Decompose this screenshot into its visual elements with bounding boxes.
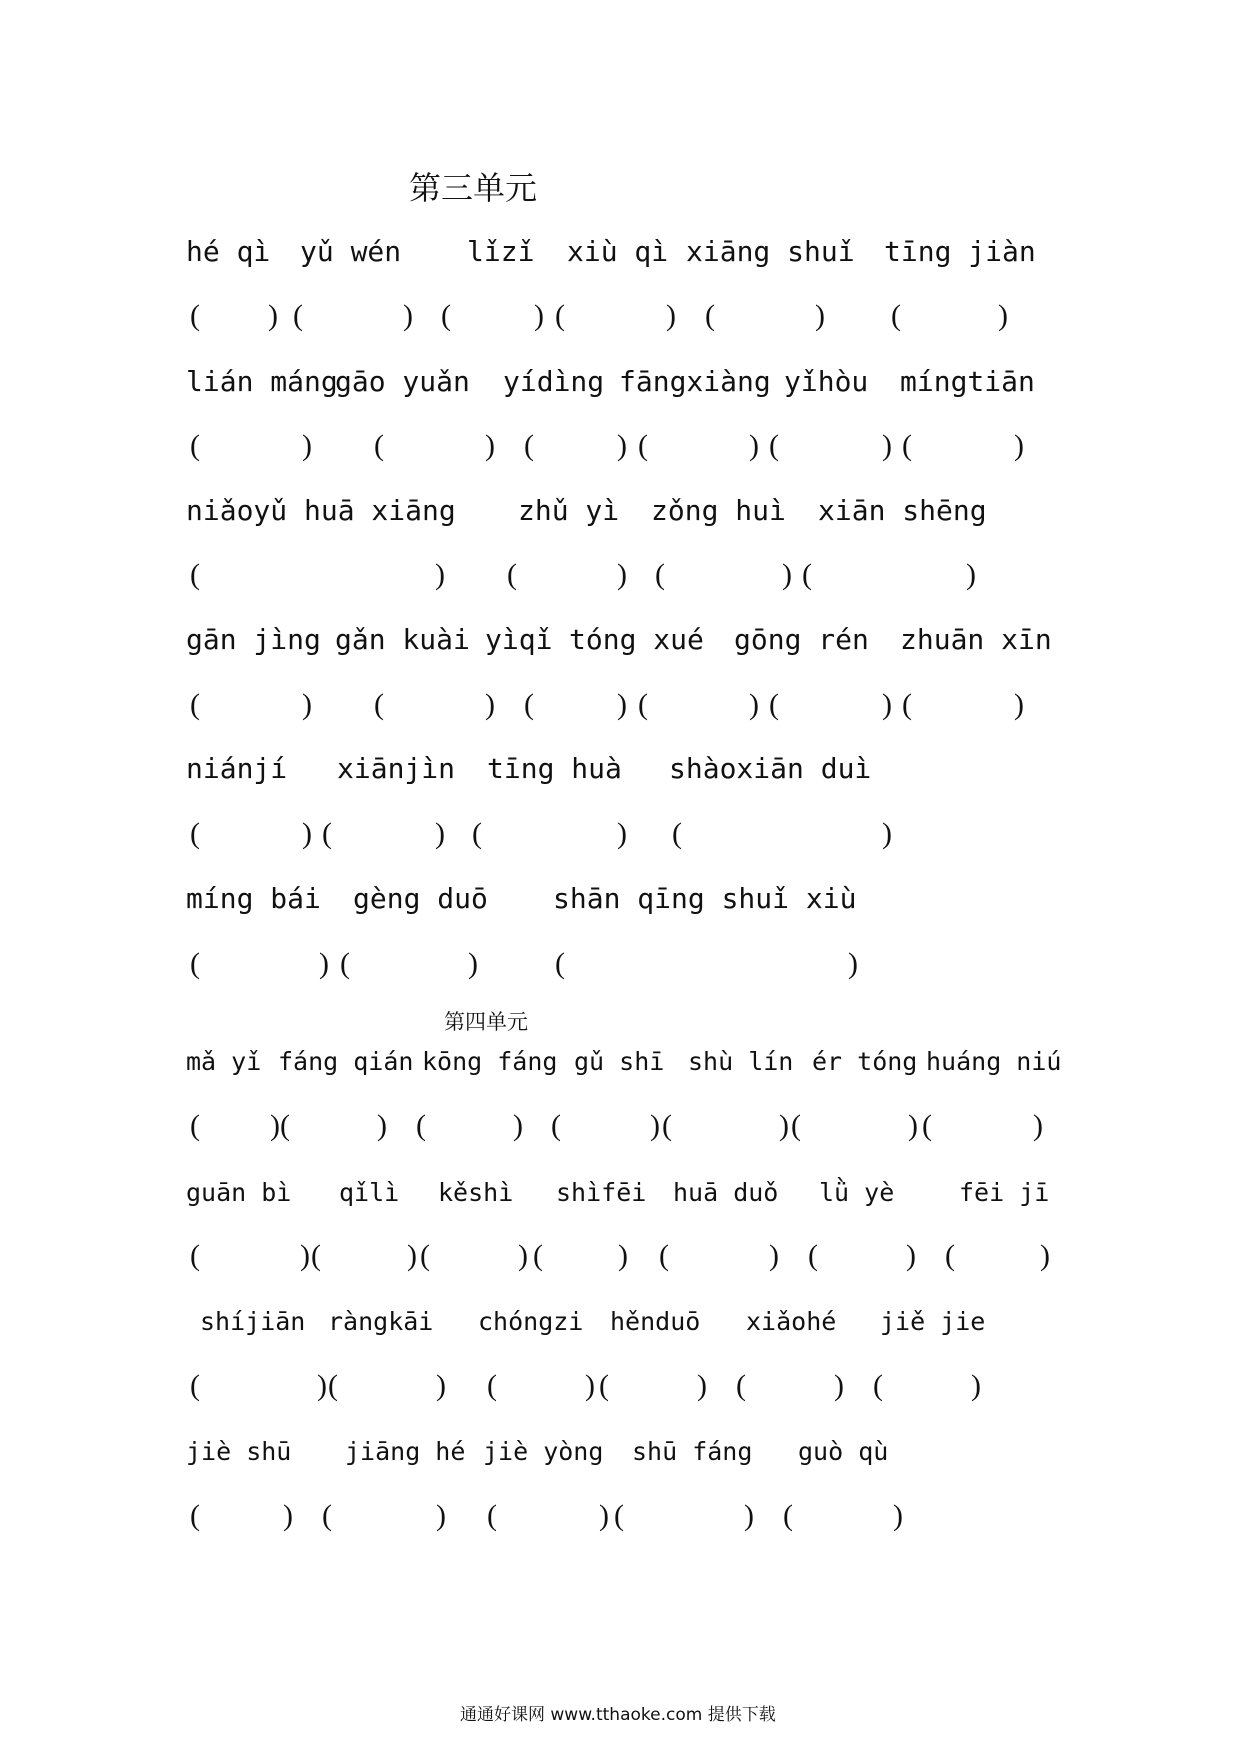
answer-bracket-row bbox=[0, 944, 1240, 984]
pinyin-word: zhǔ yì bbox=[518, 494, 620, 527]
pinyin-word: xiānjìn bbox=[337, 752, 456, 785]
bracket-open: ( bbox=[922, 1109, 932, 1142]
pinyin-word: yǔ wén bbox=[300, 235, 402, 268]
bracket-open: ( bbox=[614, 1499, 624, 1532]
bracket-open: ( bbox=[190, 558, 200, 591]
bracket-close: ) bbox=[302, 817, 312, 850]
bracket-open: ( bbox=[190, 947, 200, 980]
bracket-close: ) bbox=[534, 299, 544, 332]
pinyin-word: shān qīng shuǐ xiù bbox=[553, 882, 857, 915]
answer-bracket-row bbox=[0, 296, 1240, 336]
pinyin-word: mǎ yǐ bbox=[186, 1047, 262, 1076]
pinyin-word: kěshì bbox=[438, 1178, 514, 1207]
pinyin-word: tīng huà bbox=[487, 752, 622, 785]
pinyin-word: fēi jī bbox=[959, 1178, 1050, 1207]
bracket-close: ) bbox=[893, 1499, 903, 1532]
bracket-open: ( bbox=[487, 1369, 497, 1402]
bracket-close: ) bbox=[377, 1109, 387, 1142]
bracket-close: ) bbox=[666, 299, 676, 332]
bracket-close: ) bbox=[834, 1369, 844, 1402]
bracket-open: ( bbox=[769, 429, 779, 462]
pinyin-row bbox=[0, 1173, 1240, 1213]
answer-bracket-row bbox=[0, 814, 1240, 854]
bracket-close: ) bbox=[513, 1109, 523, 1142]
bracket-open: ( bbox=[472, 817, 482, 850]
bracket-close: ) bbox=[882, 688, 892, 721]
bracket-close: ) bbox=[283, 1499, 293, 1532]
bracket-close: ) bbox=[599, 1499, 609, 1532]
pinyin-word: niánjí bbox=[186, 752, 288, 785]
pinyin-word: qǐlì bbox=[339, 1178, 400, 1207]
bracket-close: ) bbox=[302, 688, 312, 721]
bracket-close: ) bbox=[618, 1239, 628, 1272]
bracket-close: ) bbox=[617, 429, 627, 462]
bracket-close: ) bbox=[268, 299, 278, 332]
pinyin-word: chóngzi bbox=[478, 1307, 584, 1336]
bracket-open: ( bbox=[705, 299, 715, 332]
pinyin-word: xiù qì bbox=[567, 235, 669, 268]
bracket-close: ) bbox=[435, 817, 445, 850]
bracket-open: ( bbox=[374, 688, 384, 721]
bracket-close: ) bbox=[782, 558, 792, 591]
bracket-close: ) bbox=[617, 558, 627, 591]
bracket-open: ( bbox=[190, 1109, 200, 1142]
bracket-close: ) bbox=[769, 1239, 779, 1272]
bracket-close: ) bbox=[779, 1109, 789, 1142]
pinyin-row bbox=[0, 232, 1240, 272]
bracket-close: ) bbox=[815, 299, 825, 332]
bracket-close: ) bbox=[650, 1109, 660, 1142]
bracket-open: ( bbox=[902, 429, 912, 462]
bracket-open: ( bbox=[524, 429, 534, 462]
pinyin-word: jiāng hé bbox=[345, 1437, 466, 1466]
bracket-open: ( bbox=[551, 1109, 561, 1142]
bracket-close: ) bbox=[882, 429, 892, 462]
bracket-open: ( bbox=[808, 1239, 818, 1272]
bracket-open: ( bbox=[487, 1499, 497, 1532]
bracket-close: ) bbox=[585, 1369, 595, 1402]
pinyin-row bbox=[0, 1042, 1240, 1082]
bracket-close: ) bbox=[436, 1499, 446, 1532]
answer-bracket-row bbox=[0, 1366, 1240, 1406]
pinyin-row bbox=[0, 749, 1240, 789]
pinyin-row bbox=[0, 491, 1240, 531]
pinyin-word: huā duǒ bbox=[673, 1178, 779, 1207]
pinyin-word: yìqǐ bbox=[485, 623, 553, 656]
bracket-close: ) bbox=[744, 1499, 754, 1532]
pinyin-word: ràngkāi bbox=[328, 1307, 434, 1336]
pinyin-word: xiǎohé bbox=[746, 1307, 837, 1336]
pinyin-word: huáng niú bbox=[926, 1047, 1062, 1076]
bracket-close: ) bbox=[749, 688, 759, 721]
answer-bracket-row bbox=[0, 426, 1240, 466]
pinyin-word: zhuān xīn bbox=[900, 623, 1052, 656]
bracket-close: ) bbox=[1014, 429, 1024, 462]
bracket-open: ( bbox=[190, 1499, 200, 1532]
bracket-close: ) bbox=[485, 429, 495, 462]
answer-bracket-row bbox=[0, 1496, 1240, 1536]
bracket-close: ) bbox=[971, 1369, 981, 1402]
bracket-close: ) bbox=[1033, 1109, 1043, 1142]
bracket-open: ( bbox=[374, 429, 384, 462]
pinyin-word: gān jìng bbox=[186, 623, 321, 656]
bracket-open: ( bbox=[662, 1109, 672, 1142]
pinyin-word: gèng duō bbox=[353, 882, 488, 915]
bracket-close: ) bbox=[906, 1239, 916, 1272]
bracket-close: ) bbox=[882, 817, 892, 850]
bracket-open: ( bbox=[672, 817, 682, 850]
bracket-open: ( bbox=[599, 1369, 609, 1402]
pinyin-word: lián máng bbox=[186, 365, 338, 398]
pinyin-word: hé qì bbox=[186, 235, 271, 268]
bracket-close: ) bbox=[436, 1369, 446, 1402]
pinyin-word: shū fáng bbox=[632, 1437, 753, 1466]
bracket-close: ) bbox=[407, 1239, 417, 1272]
bracket-open: ( bbox=[638, 429, 648, 462]
pinyin-word: gǔ shī bbox=[574, 1047, 665, 1076]
bracket-close: ) bbox=[848, 947, 858, 980]
pinyin-word: zǒng huì bbox=[651, 494, 786, 527]
bracket-open: ( bbox=[802, 558, 812, 591]
pinyin-word: hěnduō bbox=[610, 1307, 701, 1336]
bracket-open: ( bbox=[891, 299, 901, 332]
bracket-open: ( bbox=[533, 1239, 543, 1272]
pinyin-word: tóng xué bbox=[569, 623, 704, 656]
pinyin-word: shíjiān bbox=[200, 1307, 306, 1336]
bracket-close: ) bbox=[518, 1239, 528, 1272]
pinyin-word: shù lín bbox=[688, 1047, 794, 1076]
pinyin-word: míngtiān bbox=[900, 365, 1035, 398]
pinyin-word: niǎoyǔ huā xiāng bbox=[186, 494, 456, 527]
pinyin-word: míng bái bbox=[186, 882, 321, 915]
bracket-open: ( bbox=[340, 947, 350, 980]
pinyin-word: yǐhòu bbox=[784, 365, 869, 398]
unit3-title: 第三单元 bbox=[409, 169, 538, 207]
bracket-close: ) bbox=[302, 429, 312, 462]
bracket-open: ( bbox=[416, 1109, 426, 1142]
bracket-close: ) bbox=[697, 1369, 707, 1402]
bracket-open: ( bbox=[769, 688, 779, 721]
answer-bracket-row bbox=[0, 1236, 1240, 1276]
bracket-open: ( bbox=[328, 1369, 338, 1402]
bracket-open: ( bbox=[655, 558, 665, 591]
bracket-open: ( bbox=[736, 1369, 746, 1402]
pinyin-row bbox=[0, 1302, 1240, 1342]
bracket-close: ) bbox=[317, 1369, 327, 1402]
bracket-open: ( bbox=[190, 817, 200, 850]
bracket-close: ) bbox=[966, 558, 976, 591]
pinyin-row bbox=[0, 620, 1240, 660]
bracket-close: ) bbox=[617, 688, 627, 721]
pinyin-row bbox=[0, 362, 1240, 402]
bracket-open: ( bbox=[659, 1239, 669, 1272]
bracket-open: ( bbox=[322, 1499, 332, 1532]
bracket-close: ) bbox=[749, 429, 759, 462]
bracket-open: ( bbox=[555, 299, 565, 332]
bracket-close: ) bbox=[403, 299, 413, 332]
bracket-open: ( bbox=[507, 558, 517, 591]
pinyin-word: guān bì bbox=[186, 1178, 292, 1207]
pinyin-word: yídìng bbox=[503, 365, 605, 398]
pinyin-word: guò qù bbox=[798, 1437, 889, 1466]
bracket-open: ( bbox=[190, 299, 200, 332]
answer-bracket-row bbox=[0, 555, 1240, 595]
pinyin-word: xiān shēng bbox=[818, 494, 987, 527]
pinyin-word: fáng qián bbox=[278, 1047, 414, 1076]
bracket-open: ( bbox=[873, 1369, 883, 1402]
pinyin-word: kōng fáng bbox=[422, 1047, 558, 1076]
bracket-close: ) bbox=[998, 299, 1008, 332]
footer-credit: 通通好课网 www.tthaoke.com 提供下载 bbox=[460, 1705, 776, 1725]
bracket-close: ) bbox=[300, 1239, 310, 1272]
bracket-open: ( bbox=[441, 299, 451, 332]
bracket-open: ( bbox=[555, 947, 565, 980]
bracket-open: ( bbox=[190, 1239, 200, 1272]
bracket-open: ( bbox=[420, 1239, 430, 1272]
bracket-close: ) bbox=[435, 558, 445, 591]
bracket-open: ( bbox=[190, 429, 200, 462]
bracket-close: ) bbox=[270, 1109, 280, 1142]
bracket-open: ( bbox=[280, 1109, 290, 1142]
pinyin-word: xiāng shuǐ bbox=[686, 235, 855, 268]
pinyin-row bbox=[0, 1432, 1240, 1472]
bracket-open: ( bbox=[638, 688, 648, 721]
pinyin-word: fāngxiàng bbox=[619, 365, 771, 398]
pinyin-word: jiè yòng bbox=[483, 1437, 604, 1466]
answer-bracket-row bbox=[0, 1106, 1240, 1146]
pinyin-word: shìfēi bbox=[556, 1178, 647, 1207]
bracket-open: ( bbox=[190, 1369, 200, 1402]
bracket-open: ( bbox=[311, 1239, 321, 1272]
bracket-close: ) bbox=[468, 947, 478, 980]
answer-bracket-row bbox=[0, 685, 1240, 725]
bracket-open: ( bbox=[945, 1239, 955, 1272]
pinyin-word: gǎn kuài bbox=[335, 623, 470, 656]
bracket-open: ( bbox=[524, 688, 534, 721]
bracket-open: ( bbox=[293, 299, 303, 332]
bracket-close: ) bbox=[617, 817, 627, 850]
bracket-open: ( bbox=[322, 817, 332, 850]
bracket-close: ) bbox=[485, 688, 495, 721]
bracket-close: ) bbox=[319, 947, 329, 980]
pinyin-word: jiè shū bbox=[186, 1437, 292, 1466]
bracket-close: ) bbox=[1014, 688, 1024, 721]
pinyin-row bbox=[0, 879, 1240, 919]
bracket-open: ( bbox=[783, 1499, 793, 1532]
pinyin-word: gāo yuǎn bbox=[335, 365, 470, 398]
pinyin-word: jiě jie bbox=[880, 1307, 986, 1336]
unit4-title: 第四单元 bbox=[444, 1010, 528, 1034]
pinyin-word: lǜ yè bbox=[819, 1178, 895, 1207]
bracket-close: ) bbox=[908, 1109, 918, 1142]
pinyin-word: ér tóng bbox=[812, 1047, 918, 1076]
bracket-open: ( bbox=[902, 688, 912, 721]
bracket-open: ( bbox=[791, 1109, 801, 1142]
bracket-open: ( bbox=[190, 688, 200, 721]
pinyin-word: gōng rén bbox=[734, 623, 869, 656]
pinyin-word: tīng jiàn bbox=[884, 235, 1036, 268]
pinyin-word: lǐzǐ bbox=[467, 235, 535, 268]
pinyin-word: shàoxiān duì bbox=[669, 752, 872, 785]
bracket-close: ) bbox=[1040, 1239, 1050, 1272]
